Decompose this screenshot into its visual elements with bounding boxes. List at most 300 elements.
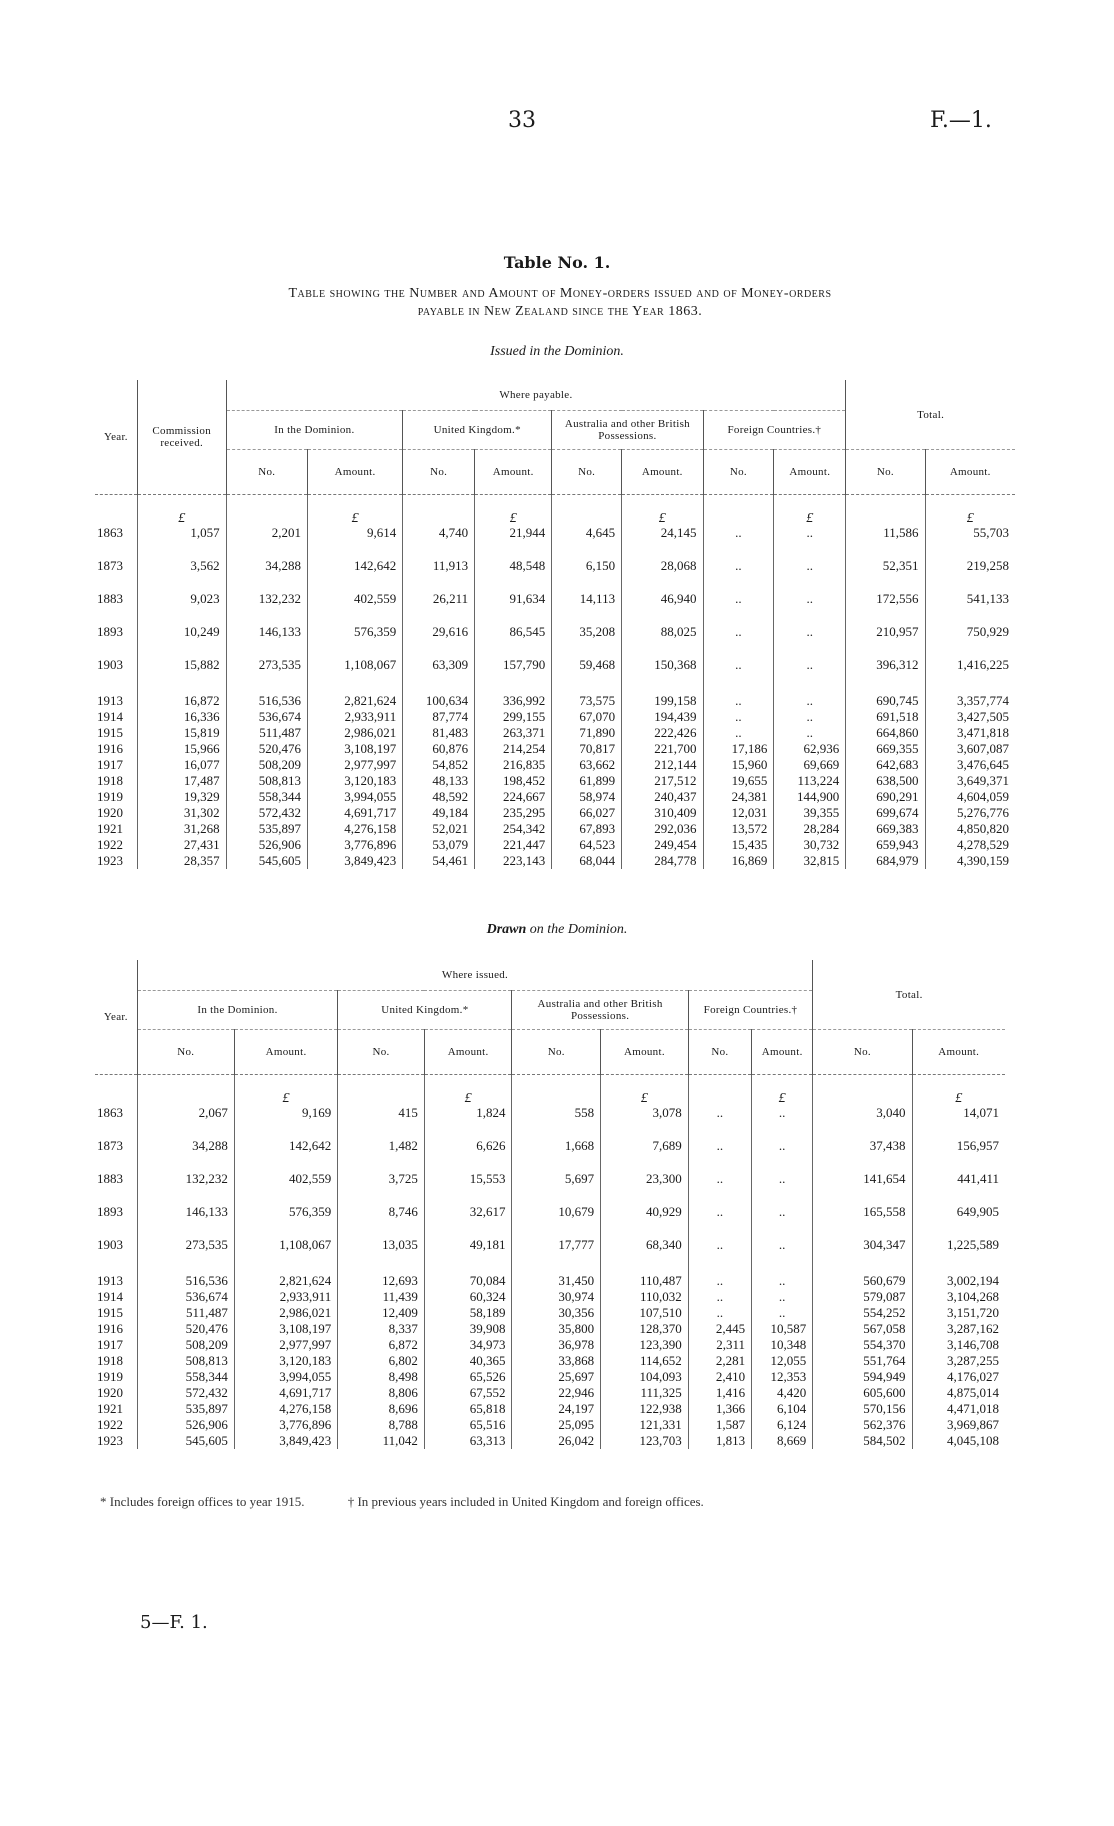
cell-value: .. <box>735 693 742 708</box>
year-cell <box>95 1255 137 1289</box>
header-foreign: Foreign Countries.† <box>688 991 813 1030</box>
value-cell <box>813 1305 912 1321</box>
table-row <box>95 773 1015 789</box>
cell-value: 649,905 <box>956 1204 999 1219</box>
value-cell <box>137 1321 234 1337</box>
value-cell <box>774 853 846 869</box>
value-cell <box>512 1305 601 1321</box>
value-cell <box>601 1156 689 1189</box>
cell-value: 144,900 <box>797 789 840 804</box>
value-cell <box>925 821 1015 837</box>
cell-value: 1,416,225 <box>957 657 1009 672</box>
cell-value: 9,023 <box>190 591 220 606</box>
cell-value: 221,447 <box>503 837 546 852</box>
value-cell <box>475 789 552 805</box>
cell-value: .. <box>735 657 742 672</box>
value-cell <box>512 1369 601 1385</box>
cell-value: 3,562 <box>190 558 220 573</box>
value-cell <box>308 725 403 741</box>
cell-value: 16,077 <box>183 757 220 772</box>
value-cell <box>846 837 925 853</box>
cell-value: 594,949 <box>863 1369 906 1384</box>
cell-value: 91,634 <box>509 591 546 606</box>
value-cell <box>137 789 226 805</box>
cell-value: 1,366 <box>715 1401 746 1416</box>
value-cell <box>752 1417 813 1433</box>
value-cell <box>774 837 846 853</box>
cell-value: 551,764 <box>863 1353 906 1368</box>
value-cell <box>137 837 226 853</box>
value-cell <box>475 675 552 709</box>
value-cell <box>512 1156 601 1189</box>
value-cell <box>774 773 846 789</box>
value-cell <box>813 1255 912 1289</box>
cell-value: 4,850,820 <box>957 821 1009 836</box>
cell-value: 511,487 <box>186 1305 228 1320</box>
value-cell <box>703 789 774 805</box>
cell-value: 520,476 <box>258 741 302 756</box>
cell-value: .. <box>716 1204 724 1219</box>
cell-value: 31,268 <box>183 821 220 836</box>
pound-sign: £ <box>464 1091 472 1106</box>
cell-value: 216,835 <box>503 757 546 772</box>
cell-value: 4,691,717 <box>279 1385 332 1400</box>
cell-value: 111,325 <box>640 1385 682 1400</box>
value-cell <box>846 789 925 805</box>
cell-value: 1922 <box>97 1417 123 1432</box>
cell-value: 165,558 <box>863 1204 906 1219</box>
value-cell <box>846 675 925 709</box>
cell-value: 3,471,818 <box>957 725 1009 740</box>
cell-value: 22,946 <box>558 1385 595 1400</box>
value-cell <box>137 1222 234 1255</box>
value-cell <box>234 1305 337 1321</box>
cell-value: 15,435 <box>731 837 768 852</box>
value-cell <box>752 1156 813 1189</box>
cell-value: 212,144 <box>654 757 697 772</box>
cell-value: 29,616 <box>432 624 469 639</box>
value-cell <box>424 1305 512 1321</box>
year-cell <box>95 576 137 609</box>
value-cell <box>774 821 846 837</box>
cell-value: 3,776,896 <box>344 837 397 852</box>
cell-value: 3,357,774 <box>957 693 1009 708</box>
year-cell <box>95 495 137 544</box>
value-cell <box>622 837 703 853</box>
value-cell <box>137 1337 234 1353</box>
cell-value: 8,746 <box>388 1204 418 1219</box>
cell-value: 35,208 <box>579 624 616 639</box>
cell-value: .. <box>716 1305 724 1320</box>
header-dominion: In the Dominion. <box>226 411 403 450</box>
cell-value: 4,278,529 <box>957 837 1009 852</box>
cell-value: 750,929 <box>966 624 1009 639</box>
cell-value: 3,427,505 <box>957 709 1009 724</box>
value-cell <box>226 576 307 609</box>
value-cell <box>137 1401 234 1417</box>
value-cell <box>226 543 307 576</box>
cell-value: 642,683 <box>876 757 919 772</box>
cell-value: 1916 <box>97 741 123 756</box>
value-cell <box>424 1401 512 1417</box>
footnote-dagger: † In previous years included in United Kingdom and foreign offices. <box>347 1494 704 1509</box>
value-cell <box>308 609 403 642</box>
cell-value: 224,667 <box>503 789 546 804</box>
cell-value: 1919 <box>97 1369 123 1384</box>
value-cell <box>424 1353 512 1369</box>
value-cell <box>752 1337 813 1353</box>
cell-value: .. <box>806 725 814 740</box>
value-cell <box>424 1255 512 1289</box>
value-cell <box>226 853 307 869</box>
value-cell <box>846 543 925 576</box>
cell-value: .. <box>778 1138 786 1153</box>
pound-sign: £ <box>658 511 666 526</box>
value-cell <box>925 757 1015 773</box>
value-cell <box>226 805 307 821</box>
cell-value: 3,104,268 <box>947 1289 999 1304</box>
value-cell <box>703 675 774 709</box>
value-cell <box>226 675 307 709</box>
value-cell <box>475 543 552 576</box>
cell-value: 567,058 <box>863 1321 906 1336</box>
cell-value: 52,021 <box>432 821 469 836</box>
value-cell <box>925 609 1015 642</box>
cell-value: 284,778 <box>654 853 697 868</box>
cell-value: 15,960 <box>731 757 768 772</box>
header-year: Year. <box>103 431 128 443</box>
value-cell <box>475 821 552 837</box>
value-cell <box>752 1369 813 1385</box>
cell-value: 1921 <box>97 1401 123 1416</box>
value-cell <box>774 675 846 709</box>
cell-value: 2,067 <box>198 1105 228 1120</box>
cell-value: 558 <box>574 1105 595 1120</box>
cell-value: 35,800 <box>558 1321 595 1336</box>
value-cell <box>475 837 552 853</box>
cell-value: 12,031 <box>731 805 768 820</box>
value-cell <box>688 1255 751 1289</box>
cell-value: 63,309 <box>432 657 469 672</box>
year-cell <box>95 1222 137 1255</box>
cell-value: .. <box>716 1237 724 1252</box>
table-row <box>95 1337 1005 1353</box>
cell-value: 58,974 <box>579 789 616 804</box>
value-cell <box>703 495 774 544</box>
table-row <box>95 805 1015 821</box>
cell-value: .. <box>735 624 742 639</box>
value-cell <box>234 1417 337 1433</box>
cell-value: 67,070 <box>579 709 616 724</box>
value-cell <box>137 1189 234 1222</box>
header-australia: Australia and other British Possessions. <box>512 991 688 1030</box>
cell-value: 54,461 <box>432 853 469 868</box>
value-cell <box>925 642 1015 675</box>
cell-value: .. <box>716 1105 724 1120</box>
cell-value: 638,500 <box>876 773 919 788</box>
year-cell <box>95 1123 137 1156</box>
subheader-no: No. <box>403 450 475 495</box>
value-cell <box>912 1289 1005 1305</box>
cell-value: 1903 <box>97 1237 123 1252</box>
value-cell <box>308 789 403 805</box>
cell-value: 6,802 <box>388 1353 418 1368</box>
cell-value: 24,197 <box>558 1401 595 1416</box>
value-cell <box>137 1123 234 1156</box>
cell-value: .. <box>806 657 814 672</box>
cell-value: 63,662 <box>579 757 616 772</box>
cell-value: 142,642 <box>289 1138 332 1153</box>
value-cell <box>338 1401 425 1417</box>
value-cell <box>424 1337 512 1353</box>
value-cell <box>403 757 475 773</box>
value-cell <box>912 1222 1005 1255</box>
value-cell <box>703 837 774 853</box>
value-cell <box>424 1417 512 1433</box>
subheader-no: No. <box>688 1030 751 1075</box>
cell-value: 28,284 <box>803 821 840 836</box>
year-cell <box>95 1305 137 1321</box>
cell-value: 1918 <box>97 773 123 788</box>
cell-value: 69,669 <box>803 757 840 772</box>
cell-value: 146,133 <box>185 1204 228 1219</box>
value-cell <box>552 805 622 821</box>
value-cell <box>912 1156 1005 1189</box>
value-cell <box>475 709 552 725</box>
value-cell <box>475 576 552 609</box>
cell-value: 4,645 <box>585 525 616 540</box>
value-cell <box>403 709 475 725</box>
table-row <box>95 642 1015 675</box>
year-cell <box>95 821 137 837</box>
value-cell <box>234 1289 337 1305</box>
value-cell <box>703 773 774 789</box>
cell-value: 402,559 <box>289 1171 332 1186</box>
value-cell <box>512 1321 601 1337</box>
value-cell <box>234 1189 337 1222</box>
value-cell <box>688 1156 751 1189</box>
cell-value: 541,133 <box>966 591 1009 606</box>
value-cell <box>137 1369 234 1385</box>
value-cell <box>512 1123 601 1156</box>
cell-value: 1883 <box>97 1171 123 1186</box>
table-row <box>95 1075 1005 1124</box>
value-cell <box>137 725 226 741</box>
value-cell <box>774 725 846 741</box>
value-cell <box>601 1289 689 1305</box>
cell-value: 292,036 <box>654 821 697 836</box>
cell-value: 273,535 <box>258 657 302 672</box>
cell-value: 3,994,055 <box>344 789 397 804</box>
cell-value: 684,979 <box>876 853 919 868</box>
value-cell <box>813 1369 912 1385</box>
cell-value: 254,342 <box>503 821 546 836</box>
pound-sign: £ <box>282 1091 290 1106</box>
value-cell <box>752 1385 813 1401</box>
cell-value: .. <box>778 1237 786 1252</box>
cell-value: 30,974 <box>558 1289 595 1304</box>
cell-value: 249,454 <box>654 837 697 852</box>
cell-value: .. <box>716 1289 724 1304</box>
cell-value: 1,108,067 <box>279 1237 332 1252</box>
table-row <box>95 1305 1005 1321</box>
value-cell <box>475 725 552 741</box>
value-cell <box>226 725 307 741</box>
value-cell <box>752 1289 813 1305</box>
cell-value: 572,432 <box>185 1385 228 1400</box>
value-cell <box>338 1189 425 1222</box>
value-cell <box>601 1385 689 1401</box>
value-cell <box>688 1321 751 1337</box>
value-cell <box>688 1417 751 1433</box>
cell-value: 2,410 <box>715 1369 746 1384</box>
value-cell <box>688 1222 751 1255</box>
year-cell <box>95 609 137 642</box>
value-cell <box>552 725 622 741</box>
cell-value: 520,476 <box>185 1321 228 1336</box>
table-row <box>95 495 1015 544</box>
value-cell <box>403 675 475 709</box>
value-cell <box>137 543 226 576</box>
value-cell <box>688 1385 751 1401</box>
cell-value: 396,312 <box>876 657 919 672</box>
cell-value: 1919 <box>97 789 123 804</box>
value-cell <box>308 495 403 544</box>
cell-value: 16,872 <box>183 693 220 708</box>
cell-value: 1,108,067 <box>344 657 397 672</box>
value-cell <box>552 853 622 869</box>
value-cell <box>475 853 552 869</box>
cell-value: 58,189 <box>469 1305 506 1320</box>
value-cell <box>813 1353 912 1369</box>
value-cell <box>813 1417 912 1433</box>
table-row <box>95 543 1015 576</box>
cell-value: .. <box>806 624 814 639</box>
cell-value: 65,516 <box>469 1417 506 1432</box>
value-cell <box>688 1123 751 1156</box>
year-cell <box>95 773 137 789</box>
cell-value: .. <box>806 525 814 540</box>
subheader-no: No. <box>813 1030 912 1075</box>
pound-sign: £ <box>955 1091 963 1106</box>
value-cell <box>403 837 475 853</box>
cell-value: 1903 <box>97 657 123 672</box>
value-cell <box>703 757 774 773</box>
value-cell <box>137 821 226 837</box>
value-cell <box>925 709 1015 725</box>
value-cell <box>813 1433 912 1449</box>
header-uk: United Kingdom.* <box>403 411 552 450</box>
year-cell <box>95 757 137 773</box>
cell-value: 4,420 <box>777 1385 807 1400</box>
cell-value: 88,025 <box>660 624 697 639</box>
cell-value: 2,281 <box>715 1353 746 1368</box>
value-cell <box>234 1075 337 1124</box>
value-cell <box>226 642 307 675</box>
cell-value: 68,340 <box>645 1237 682 1252</box>
value-cell <box>512 1075 601 1124</box>
cell-value: 48,548 <box>509 558 546 573</box>
value-cell <box>703 543 774 576</box>
cell-value: 146,133 <box>258 624 302 639</box>
cell-value: 691,518 <box>876 709 919 724</box>
value-cell <box>912 1385 1005 1401</box>
cell-value: 1916 <box>97 1321 123 1336</box>
cell-value: 1873 <box>97 1138 123 1153</box>
value-cell <box>846 709 925 725</box>
value-cell <box>688 1369 751 1385</box>
cell-value: 54,852 <box>432 757 469 772</box>
cell-value: 194,439 <box>654 709 697 724</box>
value-cell <box>475 642 552 675</box>
value-cell <box>813 1321 912 1337</box>
cell-value: 25,697 <box>558 1369 595 1384</box>
value-cell <box>308 805 403 821</box>
cell-value: 13,035 <box>382 1237 418 1252</box>
cell-value: 59,468 <box>579 657 616 672</box>
value-cell <box>912 1305 1005 1321</box>
cell-value: .. <box>778 1289 786 1304</box>
value-cell <box>308 773 403 789</box>
cell-value: .. <box>806 591 814 606</box>
cell-value: 150,368 <box>654 657 697 672</box>
cell-value: 664,860 <box>876 725 919 740</box>
value-cell <box>403 773 475 789</box>
cell-value: 110,487 <box>639 1273 682 1288</box>
value-cell <box>703 642 774 675</box>
cell-value: 15,966 <box>183 741 220 756</box>
value-cell <box>601 1369 689 1385</box>
cell-value: 10,249 <box>183 624 220 639</box>
table-row <box>95 837 1015 853</box>
value-cell <box>308 709 403 725</box>
year-cell <box>95 1337 137 1353</box>
value-cell <box>752 1075 813 1124</box>
cell-value: 122,938 <box>639 1401 682 1416</box>
cell-value: 1893 <box>97 624 123 639</box>
value-cell <box>925 543 1015 576</box>
value-cell <box>308 821 403 837</box>
cell-value: 49,181 <box>469 1237 506 1252</box>
year-cell <box>95 1433 137 1449</box>
cell-value: 222,426 <box>654 725 697 740</box>
cell-value: 6,150 <box>585 558 616 573</box>
value-cell <box>813 1189 912 1222</box>
value-cell <box>912 1189 1005 1222</box>
cell-value: 3,776,896 <box>279 1417 332 1432</box>
cell-value: 27,431 <box>183 837 220 852</box>
cell-value: 156,957 <box>956 1138 999 1153</box>
cell-value: 1,482 <box>388 1138 418 1153</box>
cell-value: 5,697 <box>564 1171 595 1186</box>
cell-value: 1917 <box>97 757 123 772</box>
cell-value: 3,849,423 <box>344 853 397 868</box>
value-cell <box>774 609 846 642</box>
value-cell <box>752 1255 813 1289</box>
cell-value: 11,913 <box>432 558 469 573</box>
cell-value: 669,383 <box>876 821 919 836</box>
value-cell <box>846 642 925 675</box>
table-row <box>95 789 1015 805</box>
value-cell <box>552 543 622 576</box>
year-cell <box>95 709 137 725</box>
value-cell <box>308 853 403 869</box>
value-cell <box>912 1369 1005 1385</box>
header-australia: Australia and other British Possessions. <box>552 411 703 450</box>
value-cell <box>774 789 846 805</box>
value-cell <box>226 609 307 642</box>
table-number: Table No. 1. <box>503 253 611 272</box>
